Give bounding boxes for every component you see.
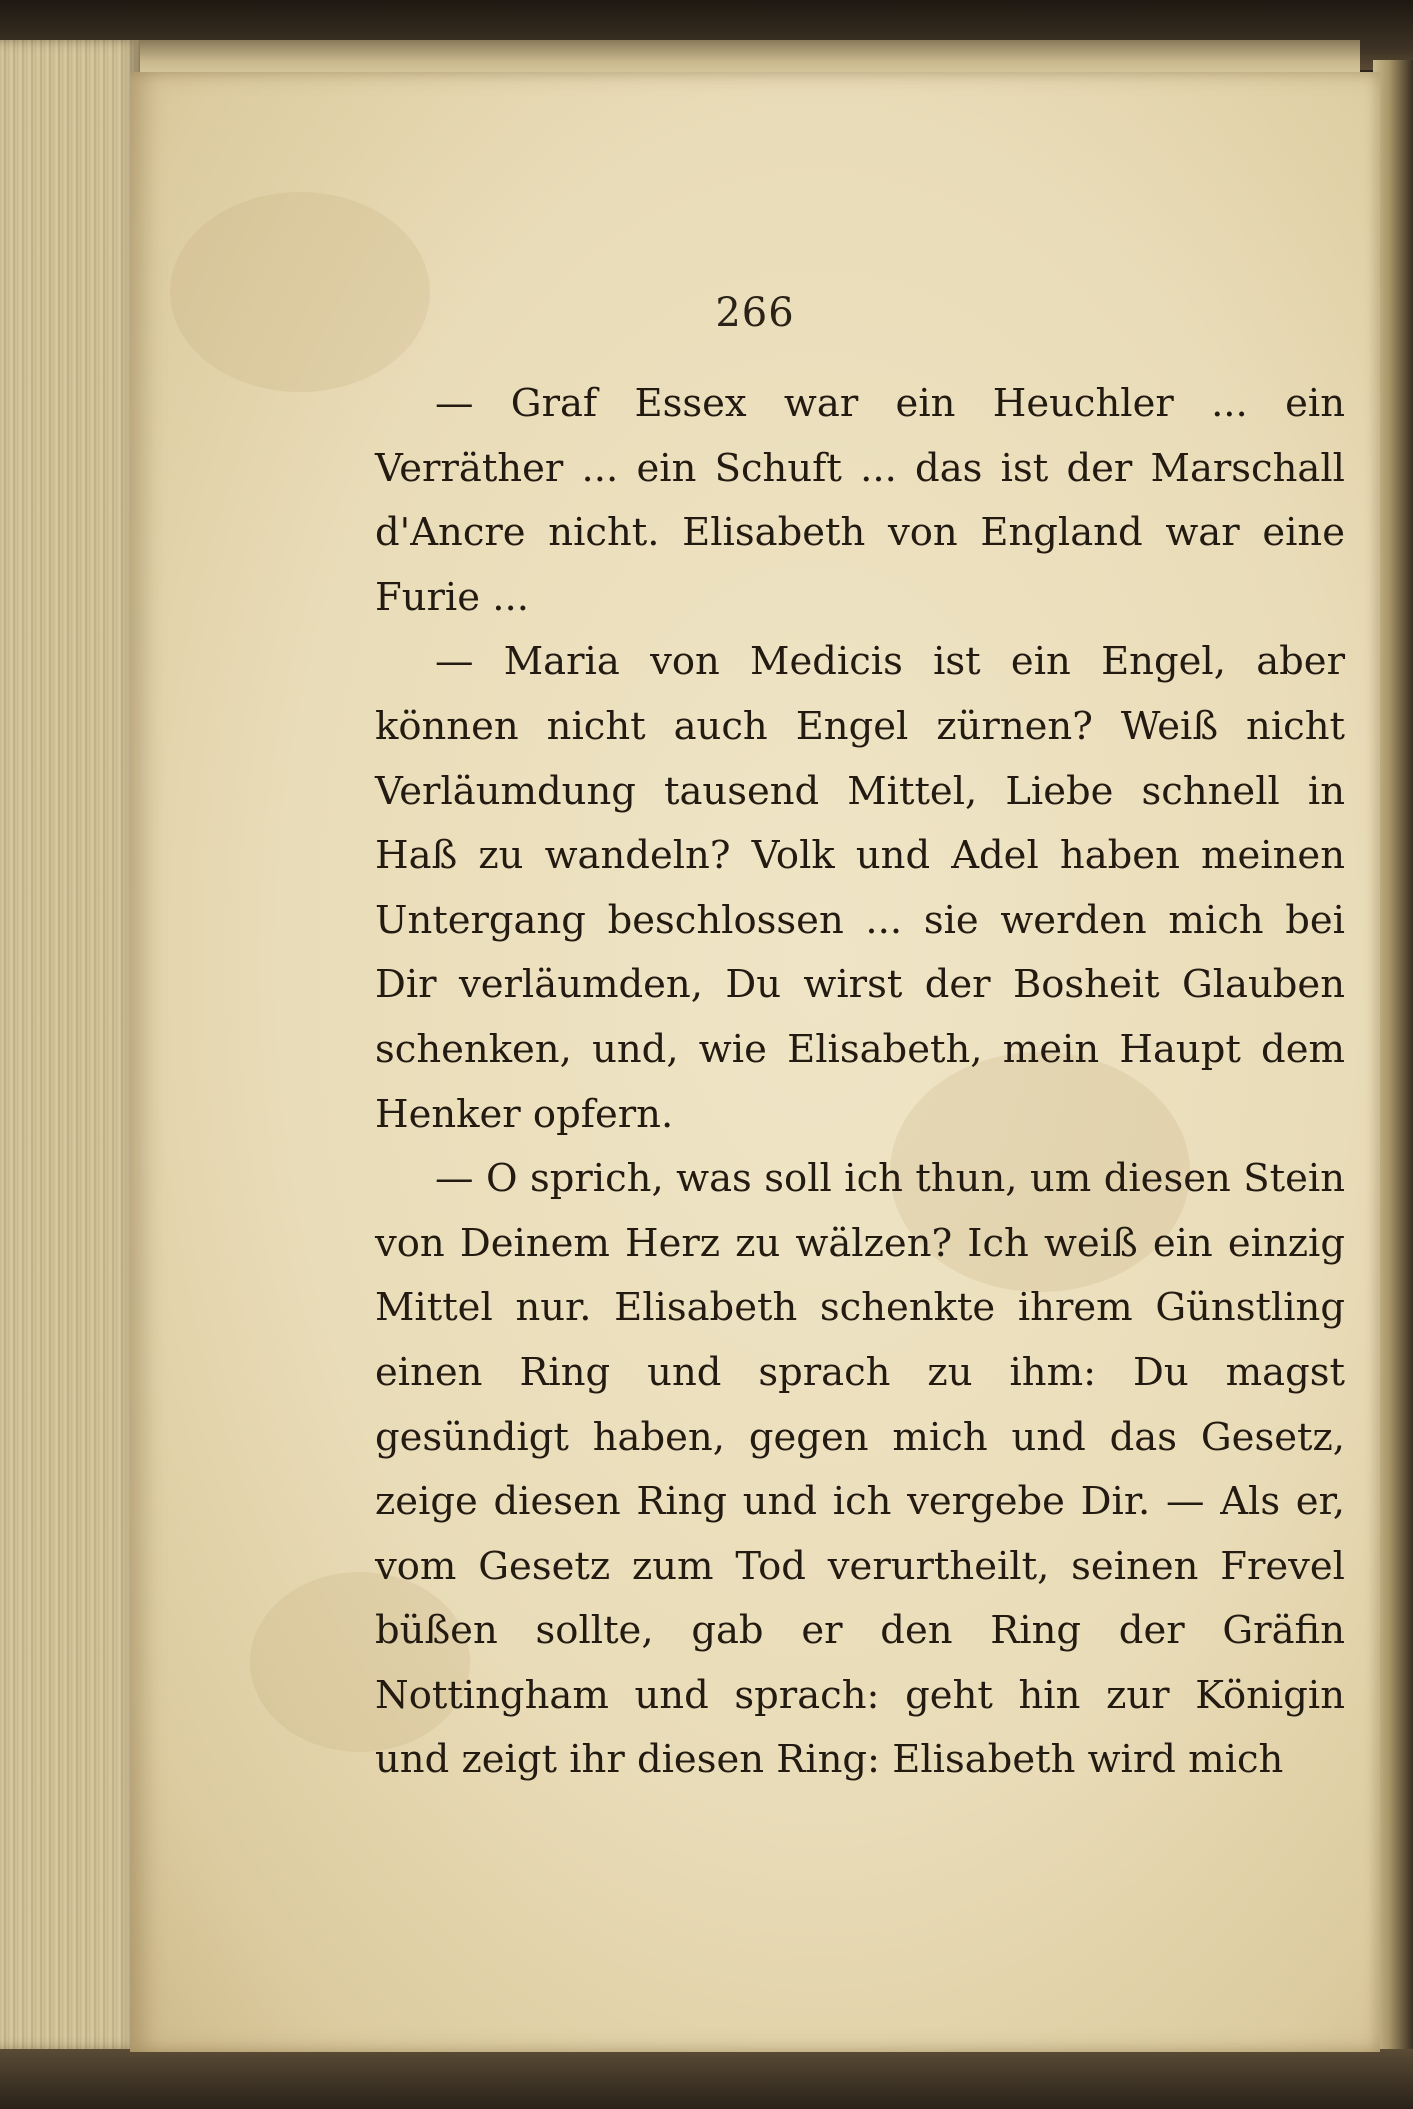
paragraph: — Maria von Medicis ist ein Engel, aber können nicht auch Engel zürnen? Weiß nicht Verläumdung tausend Mittel, Liebe schnell in Haß zu wandeln? Volk und Adel haben meinen Untergang beschlossen ... sie werden mich bei Dir verläumden, Du wirst der Bosheit Glauben schenken, und, wie Elisabeth, mein Haupt dem Henker opfern. xyxy=(375,639,1345,1137)
page-edges-top xyxy=(0,40,1360,76)
page-text xyxy=(375,372,1345,1793)
book-edge-bottom xyxy=(0,2049,1413,2109)
page-number: 266 xyxy=(715,290,795,336)
paragraph: — O sprich, was soll ich thun, um diesen Stein von Deinem Herz zu wälzen? Ich weiß ein einzig Mittel nur. Elisabeth schenkte ihrem Günstling einen Ring und sprach zu ihm: Du magst gesündigt haben, gegen mich und das Gesetz, zeige diesen Ring und ich vergebe Dir. — Als er, vom Gesetz zum Tod verurtheilt, seinen Frevel büßen sollte, gab er den Ring der Gräfin Nottingham und sprach: geht hin zur Königin und zeigt ihr diesen Ring: Elisabeth wird mich xyxy=(375,1156,1345,1783)
page-edges-left xyxy=(0,40,140,2050)
paragraph: — Graf Essex war ein Heuchler ... ein Verräther ... ein Schuft ... das ist der Marschall d'Ancre nicht. Elisabeth von England war eine Furie ... xyxy=(375,381,1345,620)
